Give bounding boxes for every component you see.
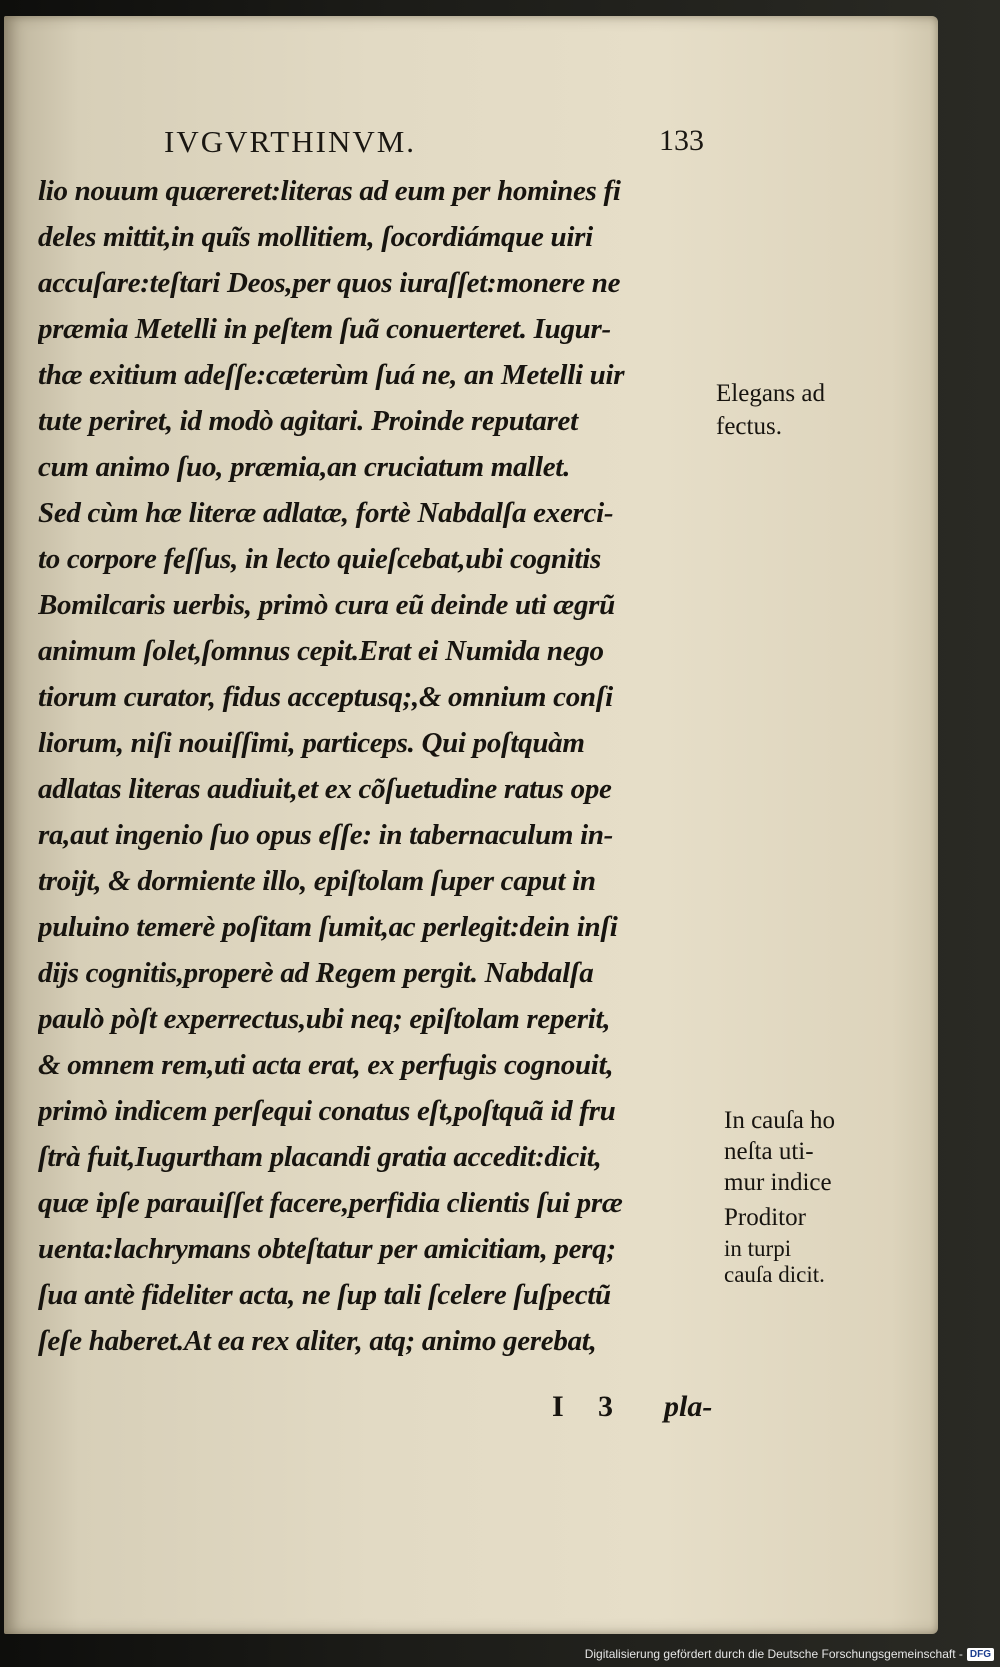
text-line: uenta:lachrymans obteſtatur per amicitiam, perq; xyxy=(38,1233,616,1265)
text-line: liorum, niſi nouiſſimi, particeps. Qui poſtquàm xyxy=(38,727,585,759)
page-header xyxy=(164,124,704,166)
text-line: primò indicem perſequi conatus eſt,poſtquã id fru xyxy=(38,1095,616,1127)
text-line: animum ſolet,ſomnus cepit.Erat ei Numida nego xyxy=(38,635,604,667)
margin-note-elegans xyxy=(716,377,825,443)
text-line: ſeſe haberet.At ea rex aliter, atq; animo gerebat, xyxy=(38,1325,597,1357)
text-line: dijs cognitis,properè ad Regem pergit. Nabdalſa xyxy=(38,957,594,989)
book-page xyxy=(4,16,938,1634)
text-line: ſua antè fideliter acta, ne ſup tali ſcelere ſuſpectũ xyxy=(38,1279,611,1311)
text-line: accuſare:teſtari Deos,per quos iuraſſet:monere ne xyxy=(38,267,621,299)
text-line: quæ ipſe parauiſſet facere,perfidia clientis ſui præ xyxy=(38,1187,623,1219)
margin-note-line: In cauſa ho xyxy=(724,1107,836,1134)
margin-note-proditor xyxy=(724,1202,806,1233)
margin-note-in-causa xyxy=(724,1105,835,1198)
text-line: Bomilcaris uerbis, primò cura eũ deinde uti ægrũ xyxy=(38,589,615,621)
margin-note-line: in turpi xyxy=(724,1236,792,1261)
dfg-logo: DFG xyxy=(967,1648,994,1661)
text-line: præmia Metelli in peſtem ſuã conuerteret. Iugur- xyxy=(38,313,611,345)
text-line: troijt, & dormiente illo, epiſtolam ſuper caput in xyxy=(38,865,596,897)
text-line: ra,aut ingenio ſuo opus eſſe: in tabernaculum in- xyxy=(38,819,614,851)
text-line: thæ exitium adeſſe:cæterùm ſuá ne, an Metelli uir xyxy=(38,359,625,391)
text-line: & omnem rem,uti acta erat, ex perfugis cognouit, xyxy=(38,1049,614,1081)
page-number: 133 xyxy=(659,124,704,157)
text-line: cum animo ſuo, præmia,an cruciatum mallet. xyxy=(38,451,571,483)
text-line: lio nouum quæreret:literas ad eum per homines fi xyxy=(38,175,621,207)
digitization-credit xyxy=(585,1647,994,1665)
signature-number: 3 xyxy=(598,1390,613,1423)
catchword: pla- xyxy=(664,1390,713,1423)
margin-note-line: Elegans ad xyxy=(716,380,825,407)
margin-note-in-turpi xyxy=(724,1236,825,1288)
text-line: Sed cùm hæ literæ adlatæ, fortè Nabdalſa exerci- xyxy=(38,497,614,529)
signature-letter: I xyxy=(552,1390,564,1423)
text-line: deles mittit,in quĩs mollitiem, ſocordiámque uiri xyxy=(38,221,593,253)
margin-note-line: cauſa dicit. xyxy=(724,1262,825,1287)
main-text-block xyxy=(38,168,720,1364)
margin-note-line: fectus. xyxy=(716,413,782,440)
text-line: ſtrà fuit,Iugurtham placandi gratia accedit:dicit, xyxy=(38,1141,602,1173)
margin-note-line: Proditor xyxy=(724,1204,806,1231)
text-line: puluino temerè poſitam ſumit,ac perlegit:dein inſi xyxy=(38,911,618,943)
margin-note-line: neſta uti- xyxy=(724,1138,814,1165)
text-line: tiorum curator, fidus acceptusq;,& omnium conſi xyxy=(38,681,613,713)
catchword-line xyxy=(552,1390,732,1436)
text-line: adlatas literas audiuit,et ex cõſuetudine ratus ope xyxy=(38,773,612,805)
running-head: IVGVRTHINVM. xyxy=(164,124,417,159)
margin-note-line: mur indice xyxy=(724,1169,832,1196)
text-line: to corpore feſſus, in lecto quieſcebat,ubi cognitis xyxy=(38,543,602,575)
text-line: paulò pòſt experrectus,ubi neq; epiſtolam reperit, xyxy=(38,1003,611,1035)
credit-text: Digitalisierung gefördert durch die Deutsche Forschungsgemeinschaft - xyxy=(584,1647,963,1661)
text-line: tute periret, id modò agitari. Proinde reputaret xyxy=(38,405,578,437)
